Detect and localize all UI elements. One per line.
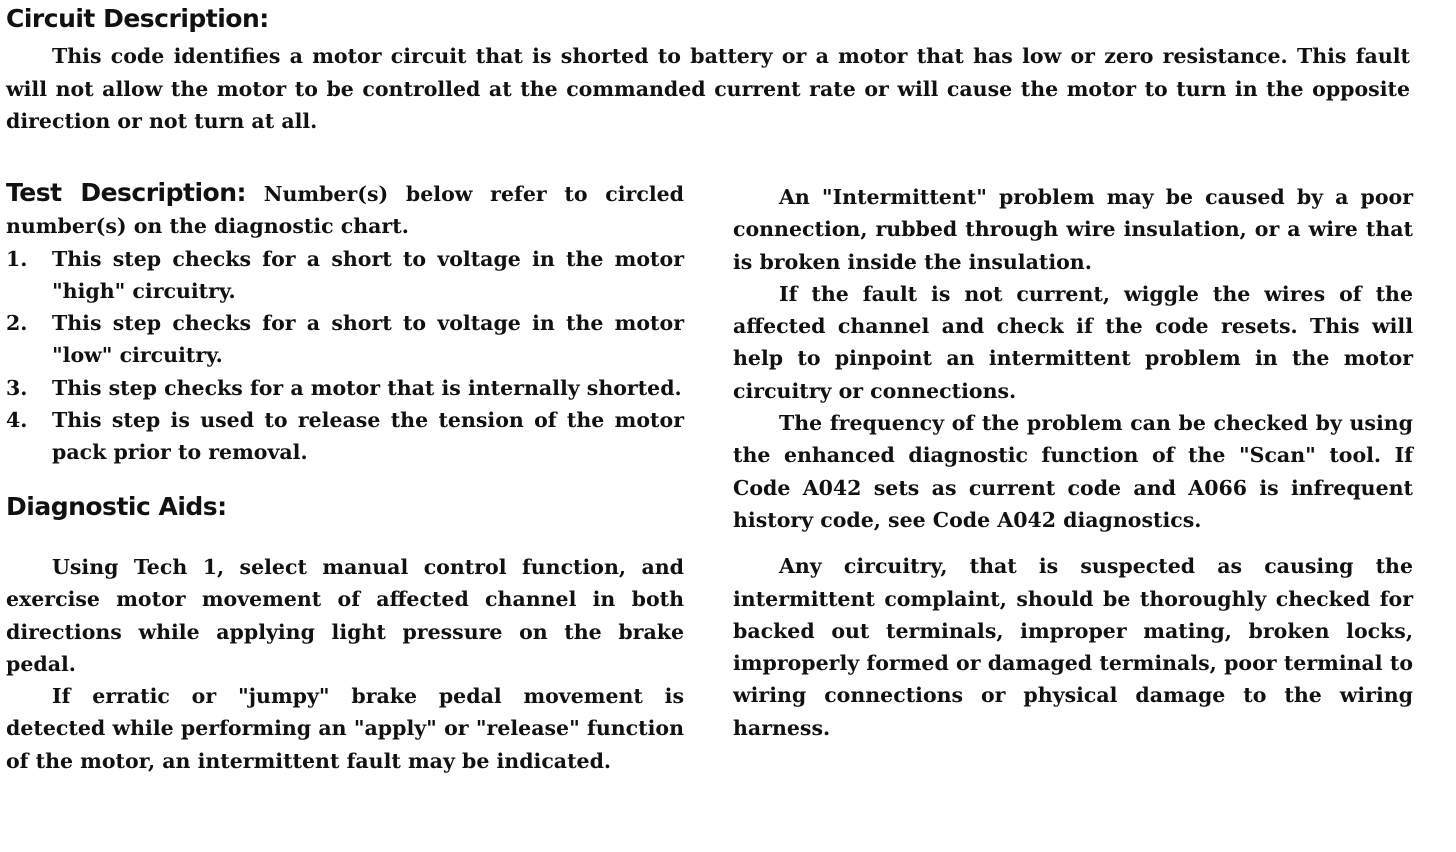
- left-column: [6, 177, 684, 777]
- test-description-intro-text: Number(s) below refer to circled number(s) on the diagnostic chart.: [6, 182, 684, 239]
- diagnostic-aids-heading: Diagnostic Aids:: [6, 491, 227, 521]
- intermittent-paragraph: Any circuitry, that is suspected as causing the intermittent complaint, should be thoroughly checked for backed out terminals, improper mating, broken locks, improperly formed or damaged terminals, poor terminal to wiring connections or physical damage to the wiring harness.: [733, 554, 1413, 740]
- step-text: This step checks for a short to voltage in the motor "low" circuitry.: [52, 311, 684, 368]
- test-description-heading: Test Description:: [6, 178, 247, 207]
- step-number: 4.: [6, 408, 28, 433]
- step-text: This step checks for a short to voltage in the motor "high" circuitry.: [52, 246, 684, 303]
- paragraph-gap: [733, 536, 1413, 550]
- test-step: [6, 372, 684, 404]
- intermittent-paragraph: An "Intermittent" problem may be caused by a poor connection, rubbed through wire insulation, or a wire that is broken inside the insulation.: [733, 185, 1413, 274]
- step-number: 3.: [6, 375, 28, 400]
- step-number: 1.: [6, 246, 28, 271]
- test-step: [6, 404, 684, 469]
- step-text: This step checks for a motor that is internally shorted.: [52, 375, 682, 400]
- test-steps-list: [6, 243, 684, 469]
- intermittent-paragraph: If the fault is not current, wiggle the wires of the affected channel and check if the code resets. This will help to pinpoint an intermittent problem in the motor circuitry or connections.: [733, 281, 1413, 403]
- diagnostic-aids-paragraph: If erratic or "jumpy" brake pedal movement is detected while performing an "apply" or "release" function of the motor, an intermittent fault may be indicated.: [6, 684, 684, 773]
- circuit-description-body: This code identifies a motor circuit that is shorted to battery or a motor that has low or zero resistance. This fault will not allow the motor to be controlled at the commanded current rate or will cause the motor to turn in the opposite direction or not turn at all.: [6, 44, 1410, 133]
- intermittent-paragraph: The frequency of the problem can be checked by using the enhanced diagnostic function of the "Scan" tool. If Code A042 sets as current code and A066 is infrequent history code, see Code A042 diagnostics.: [733, 411, 1413, 532]
- circuit-description-heading: Circuit Description:: [6, 4, 269, 33]
- step-number: 2.: [6, 311, 28, 336]
- test-step: [6, 243, 684, 308]
- step-text: This step is used to release the tension of the motor pack prior to removal.: [52, 408, 684, 465]
- right-column: [733, 181, 1413, 744]
- diagnostic-aids-paragraph: Using Tech 1, select manual control function, and exercise motor movement of affected channel in both directions while applying light pressure on the brake pedal.: [6, 554, 684, 676]
- circuit-description-text: [6, 40, 1410, 138]
- test-step: [6, 307, 684, 372]
- test-description-intro: [6, 177, 684, 243]
